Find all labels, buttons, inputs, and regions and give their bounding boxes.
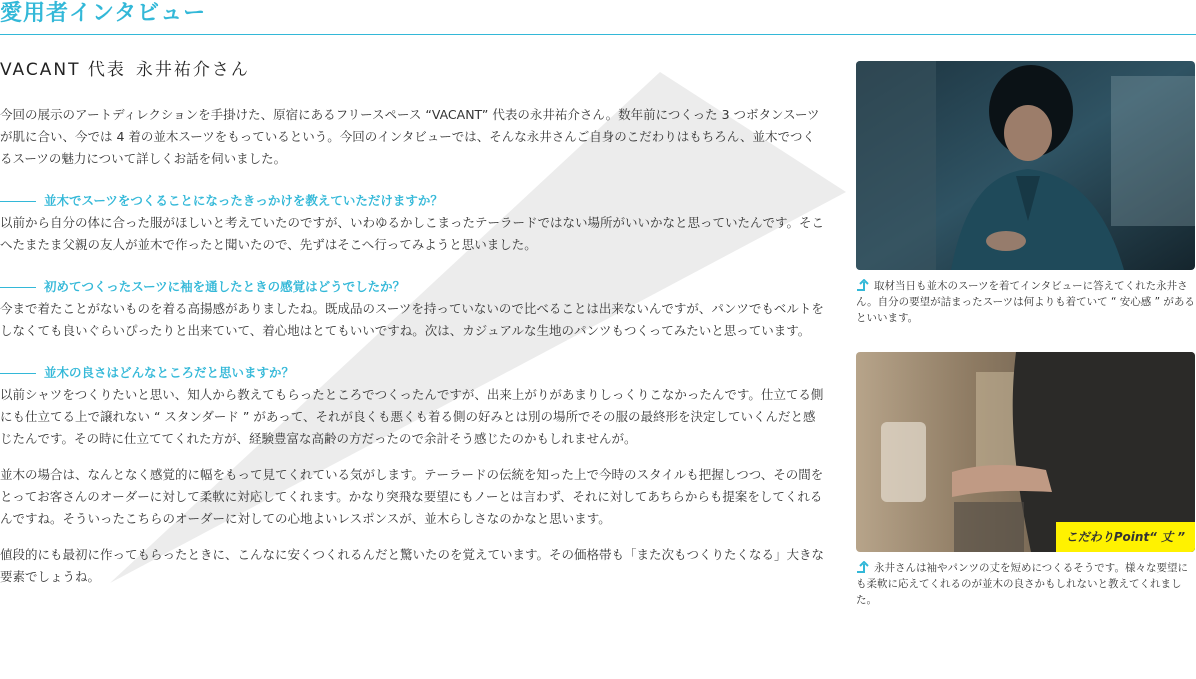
question-dash	[0, 287, 36, 288]
answer-3-paragraph-1: 以前シャツをつくりたいと思い、知人から教えてもらったところでつくったんですが、出来上がりがあまりしっくりこなかったんです。仕立てる側にも仕立てる上で譲れない “ スタンダード ” があって、それが良くも悪くも着る側の好みとは別の場所でその服の最終形を決定していくんだと感じたんです。その時に仕立ててくれた方が、経験豊富な高齢の方だったので余計そう感じたのかもしれませんが。	[0, 387, 824, 446]
interviewee-heading	[0, 56, 826, 84]
title-divider	[0, 34, 1196, 35]
return-arrow-icon	[856, 561, 870, 573]
interviewee-name: 永井祐介さん	[135, 60, 250, 80]
return-arrow-icon	[856, 279, 870, 291]
interview-photo	[856, 61, 1195, 270]
photo-caption-2: 永井さんは袖やパンツの丈を短めにつくるそうです。様々な要望にも柔軟に応えてくれるのが並木の良さかもしれないと教えてくれました。	[856, 562, 1188, 606]
question-dash	[0, 201, 36, 202]
question-2: 初めてつくったスーツに袖を通したときの感覚はどうでしたか？	[0, 276, 826, 298]
answer-1-paragraph: 以前から自分の体に合った服がほしいと考えていたのですが、いわゆるかしこまったテーラードではない場所がいいかなと思っていたんです。そこへたまたま父親の友人が並木で作ったと聞いたので、先ずはそこへ行ってみようと思いました。	[0, 215, 825, 252]
interviewee-company: VACANT 代表	[0, 60, 126, 80]
answer-3-paragraph-2: 並木の場合は、なんとなく感覚的に幅をもって見てくれている気がします。テーラードの伝統を知った上で今時のスタイルも把握しつつ、その間をとってお客さんのオーダーに対して柔軟に対応してくれます。かなり突飛な要望にもノーとは言わず、それに対してあちらからも提案をしてくれるんですね。そういったこちらのオーダーに対しての心地よいレスポンスが、並木らしさなのかなと思います。	[0, 467, 824, 526]
page-title: 愛用者インタビュー	[0, 1, 207, 26]
question-dash	[0, 373, 36, 374]
qa-block-2	[0, 276, 826, 342]
answer-3-paragraph-3: 値段的にも最初に作ってもらったときに、こんなに安くつくれるんだと驚いたのを覚えています。その価格帯も「また次もつくりたくなる」大きな要素でしょうね。	[0, 547, 825, 584]
question-1: 並木でスーツをつくることになったきっかけを教えていただけますか？	[0, 190, 826, 212]
photo-caption-1: 取材当日も並木のスーツを着てインタビューに答えてくれた永井さん。自分の要望が詰まったスーツは何よりも着ていて “ 安心感 ” があるといいます。	[856, 280, 1195, 324]
question-3: 並木の良さはどんなところだと思いますか？	[0, 362, 826, 384]
kodawari-point-badge: こだわりPoint“ 丈 ”	[1056, 522, 1195, 552]
detail-photo	[856, 352, 1195, 552]
qa-block-1	[0, 190, 826, 256]
article-body	[0, 56, 826, 588]
intro-paragraph: 今回の展示のアートディレクションを手掛けた、原宿にあるフリースペース “VACANT” 代表の永井祐介さん。数年前につくった 3 つボタンスーツが肌に合い、今では 4 着の並木スーツをもっているという。今回のインタビューでは、そんな永井さんご自身のこだわりはもちろん、並木でつくるスーツの魅力について詳しくお話を伺いました。	[0, 107, 820, 166]
photo-sidebar	[856, 61, 1195, 608]
answer-2-paragraph: 今まで着たことがないものを着る高揚感がありましたね。既成品のスーツを持っていないので比べることは出来ないんですが、パンツでもベルトをしなくても良いぐらいぴったりと出来ていて、着心地はとてもいいですね。次は、カジュアルな生地のパンツもつくってみたいと思っています。	[0, 301, 824, 338]
qa-block-3	[0, 362, 826, 588]
